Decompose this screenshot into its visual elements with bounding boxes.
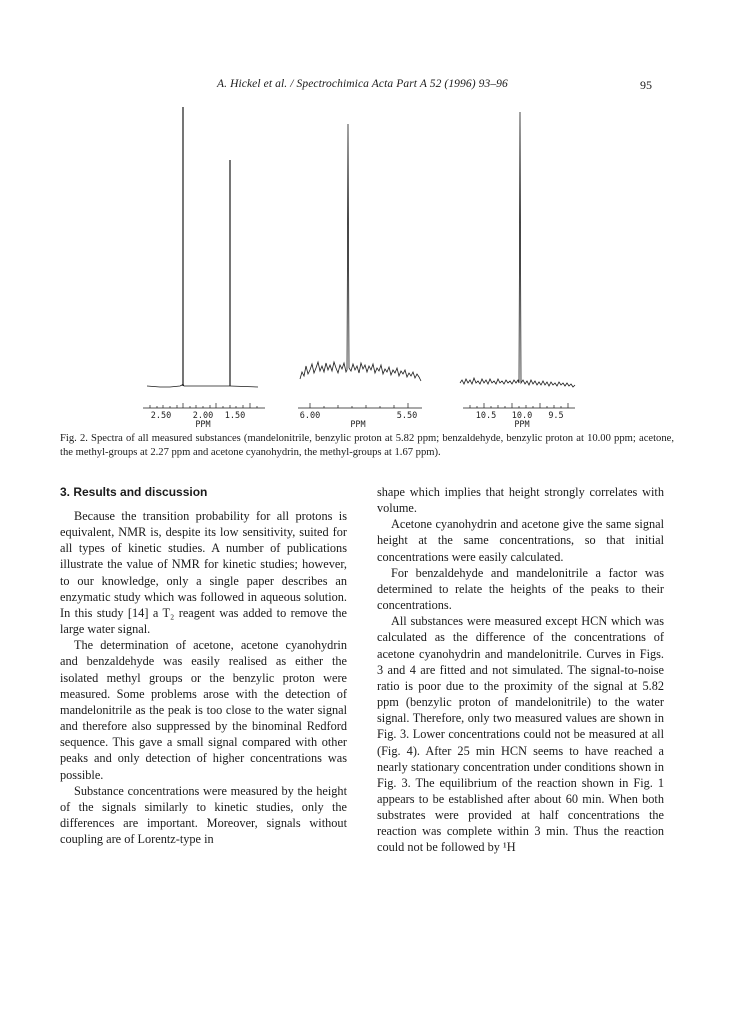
tick-label: 5.50 bbox=[396, 411, 418, 421]
axis-unit: PPM bbox=[514, 420, 530, 430]
tick-label: 10.5 bbox=[475, 411, 497, 421]
tick-label: 9.5 bbox=[548, 411, 564, 421]
paragraph: shape which implies that height strongly correlates with volume. bbox=[377, 485, 664, 516]
right-column bbox=[377, 484, 664, 856]
paragraph: For benzaldehyde and mandelonitrile a factor was determined to relate the heights of the peaks to their concentrations. bbox=[377, 565, 664, 613]
tick-label: 6.00 bbox=[299, 411, 321, 421]
axis-unit: PPM bbox=[195, 420, 211, 430]
tick-label: 2.50 bbox=[150, 411, 172, 421]
spectrum-trace-3 bbox=[460, 112, 575, 387]
axis-unit: PPM bbox=[350, 420, 366, 430]
page-header bbox=[0, 78, 731, 94]
axis-1-ticks bbox=[150, 403, 257, 408]
paragraph: All substances were measured except HCN which was calculated as the difference of the concentrations of acetone cyanohydrin and mandelonitrile. Curves in Figs. 3 and 4 are fitted and not simulated. The signal-to-noise ratio is poor due to the proximity of the signal at 5.82 ppm (benzylic proton of mandelonitrile) to the water signal. Therefore, only two measured values are shown in Fig. 3. Lower concentrations could not be measured at all (Fig. 4). After 25 min HCN seems to have reached a nearly stationary concentration under conditions shown in Fig. 3. The equilibrium of the reaction shown in Fig. 1 appears to be established after about 60 min. When both substrates were provided at half concentrations the reaction was complete within 3 min. Thus the reaction could not be followed by ¹H bbox=[377, 614, 664, 855]
spectrum-trace-1 bbox=[147, 384, 258, 387]
spectrum-panel-2 bbox=[298, 124, 422, 408]
tick-label: 2.00 bbox=[192, 411, 214, 421]
running-head: A. Hickel et al. / Spectrochimica Acta Part A 52 (1996) 93–96 bbox=[217, 78, 508, 90]
paragraph: The determination of acetone, acetone cyanohydrin and benzaldehyde was easily realised as either the isolated methyl groups or the benzylic proton were measured. Some problems arose with the detection of mandelonitrile as the peak is too close to the water signal and therefore also suppressed by the binominal Redford sequence. This gave a small signal compared with other peaks and only detection of higher concentrations was possible. bbox=[60, 638, 347, 782]
tick-label: 10.0 bbox=[511, 411, 533, 421]
page-number: 95 bbox=[640, 78, 652, 92]
nmr-spectra-figure bbox=[130, 100, 600, 430]
figure-caption: Fig. 2. Spectra of all measured substances (mandelonitrile, benzylic proton at 5.82 ppm; benzaldehyde, benzylic proton at 10.00 ppm; acetone, the methyl-groups at 2.27 ppm and acetone cyanohydrin, the methyl-groups at 1.67 ppm). bbox=[60, 433, 674, 458]
left-column bbox=[60, 484, 347, 847]
tick-label: 1.50 bbox=[224, 411, 246, 421]
paragraph: Acetone cyanohydrin and acetone give the same signal height at the same concentrations, so that initial concentrations were easily calculated. bbox=[377, 517, 664, 564]
section-heading: 3. Results and discussion bbox=[60, 485, 208, 499]
spectrum-trace-2 bbox=[300, 124, 421, 381]
paragraph: Because the transition probability for all protons is equivalent, NMR is, despite its low sensitivity, suited for all types of kinetic studies. A number of publications illustrate the value of NMR for kinetic studies; however, to our knowledge, only a single paper describes an enzymatic study which was followed in aqueous solution. In this study [14] a T₂ reagent was added to remove the large water signal. bbox=[60, 509, 347, 637]
axis-2-ticks bbox=[310, 403, 408, 408]
axis-3-ticks bbox=[470, 403, 568, 408]
spectrum-panel-1 bbox=[143, 107, 265, 408]
paragraph: Substance concentrations were measured by the height of the signals similarly to kinetic studies, only the differences are important. Moreover, signals without coupling are of Lorentz-type in bbox=[60, 783, 347, 847]
spectrum-panel-3 bbox=[460, 112, 575, 408]
